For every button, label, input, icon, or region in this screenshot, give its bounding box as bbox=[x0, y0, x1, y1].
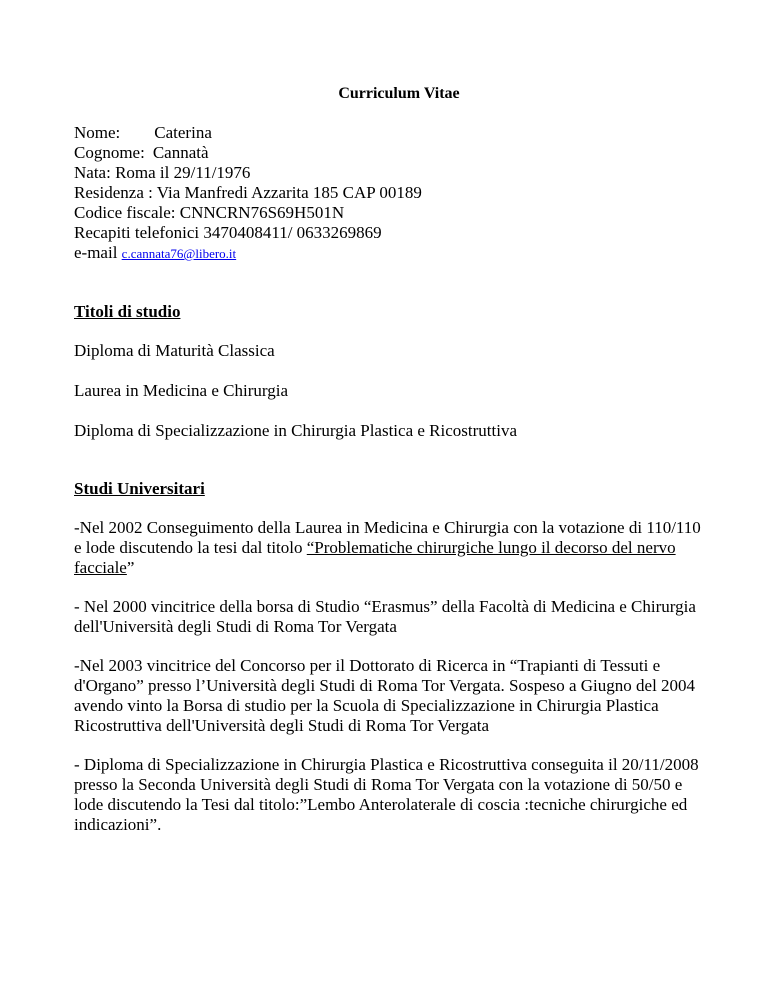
nome-label: Nome: bbox=[74, 123, 121, 142]
studi-paragraph-specializzazione: - Diploma di Specializzazione in Chirurgia Plastica e Ricostruttiva conseguita il 20/11/2008 presso la Seconda Università degli Studi di Roma Tor Vergata con la votazione di 50/50 e lode discutendo la Tesi dal titolo:”Lembo Anterolaterale di coscia :tecniche chirurgiche ed indicazioni”. bbox=[74, 755, 699, 834]
personal-info-block bbox=[74, 123, 704, 264]
document-page bbox=[74, 84, 704, 854]
email-link[interactable]: c.cannata76@libero.it bbox=[121, 246, 237, 261]
email-line bbox=[74, 243, 704, 264]
codice-fiscale-line: Codice fiscale: CNNCRN76S69H501N bbox=[74, 203, 345, 222]
cognome-label: Cognome: bbox=[74, 143, 145, 162]
nome-value: Caterina bbox=[154, 123, 212, 142]
studi-paragraph-laurea bbox=[74, 518, 704, 578]
studi-heading: Studi Universitari bbox=[74, 479, 205, 498]
titoli-item-laurea: Laurea in Medicina e Chirurgia bbox=[74, 381, 288, 400]
studi-p1-text: -Nel 2002 Conseguimento della Laurea in Medicina e Chirurgia con la votazione di 110/110 e lode discutendo la tesi dal titolo bbox=[74, 518, 701, 557]
studi-p1-closing-quote: ” bbox=[126, 558, 135, 577]
residenza-line: Residenza : Via Manfredi Azzarita 185 CAP 00189 bbox=[74, 183, 422, 202]
email-label: e-mail bbox=[74, 243, 118, 262]
cognome-line bbox=[74, 143, 704, 163]
studi-paragraph-dottorato: -Nel 2003 vincitrice del Concorso per il Dottorato di Ricerca in “Trapianti di Tessuti e d'Organo” presso l’Università degli Studi di Roma Tor Vergata. Sospeso a Giugno del 2004 avendo vinto la Borsa di studio per la Scuola di Specializzazione in Chirurgia Plastica Ricostruttiva dell'Università degli Studi di Roma Tor Vergata bbox=[74, 656, 696, 735]
titoli-item-specializzazione: Diploma di Specializzazione in Chirurgia Plastica e Ricostruttiva bbox=[74, 421, 517, 440]
cognome-value: Cannatà bbox=[152, 143, 209, 162]
document-title: Curriculum Vitae bbox=[338, 85, 460, 102]
thesis-title-underlined: “Problematiche chirurgiche lungo il decorso del nervo facciale bbox=[74, 538, 676, 577]
nata-line: Nata: Roma il 29/11/1976 bbox=[74, 163, 251, 182]
studi-paragraph-erasmus: - Nel 2000 vincitrice della borsa di Studio “Erasmus” della Facoltà di Medicina e Chirurgia dell'Università degli Studi di Roma Tor Vergata bbox=[74, 597, 696, 636]
titoli-heading: Titoli di studio bbox=[74, 302, 181, 321]
nome-line bbox=[74, 123, 704, 143]
recapiti-line: Recapiti telefonici 3470408411/ 0633269869 bbox=[74, 223, 382, 242]
titoli-item-maturita: Diploma di Maturità Classica bbox=[74, 341, 275, 360]
